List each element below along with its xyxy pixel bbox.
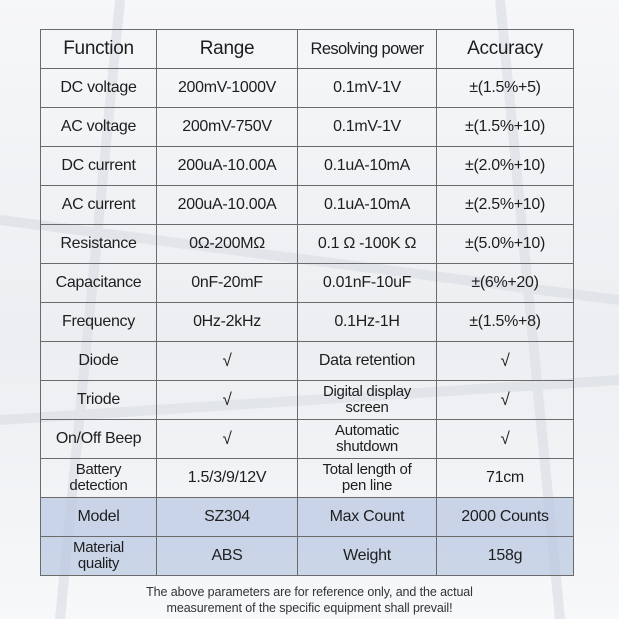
- summary-label: Weight: [298, 537, 437, 576]
- feature-row: [41, 342, 574, 381]
- feature-row: [41, 420, 574, 459]
- function-cell: Resistance: [41, 225, 157, 264]
- feature-label-line: Digital display: [322, 383, 412, 400]
- table-row: [41, 108, 574, 147]
- feature-value: 71cm: [437, 459, 574, 498]
- feature-label-line: Battery: [75, 461, 122, 478]
- accuracy-cell: ±(1.5%+10): [437, 108, 574, 147]
- range-cell: 200uA-10.00A: [157, 147, 298, 186]
- accuracy-cell: ±(1.5%+8): [437, 303, 574, 342]
- resolution-cell: 0.01nF-10uF: [298, 264, 437, 303]
- accuracy-cell: ±(2.5%+10): [437, 186, 574, 225]
- summary-label-line: quality: [77, 555, 120, 572]
- summary-row: [41, 498, 574, 537]
- check-mark: √: [157, 420, 298, 459]
- resolution-cell: 0.1uA-10mA: [298, 147, 437, 186]
- summary-row: [41, 537, 574, 576]
- range-cell: 200mV-1000V: [157, 69, 298, 108]
- feature-label-line: Automatic: [335, 422, 399, 439]
- table-row: [41, 264, 574, 303]
- spec-table: [40, 29, 574, 576]
- resolution-cell: 0.1mV-1V: [298, 108, 437, 147]
- feature-label: On/Off Beep: [41, 420, 157, 459]
- resolution-cell: 0.1mV-1V: [298, 69, 437, 108]
- check-mark: √: [157, 342, 298, 381]
- header-accuracy: Accuracy: [437, 30, 574, 69]
- resolution-cell: 0.1 Ω -100K Ω: [298, 225, 437, 264]
- check-mark: √: [437, 381, 574, 420]
- function-cell: Frequency: [41, 303, 157, 342]
- summary-value: 2000 Counts: [437, 498, 574, 537]
- accuracy-cell: ±(2.0%+10): [437, 147, 574, 186]
- range-cell: 0Hz-2kHz: [157, 303, 298, 342]
- range-cell: 200uA-10.00A: [157, 186, 298, 225]
- table-row: [41, 186, 574, 225]
- feature-label: [298, 381, 437, 420]
- function-cell: Capacitance: [41, 264, 157, 303]
- accuracy-cell: ±(5.0%+10): [437, 225, 574, 264]
- feature-label-line: pen line: [341, 477, 393, 494]
- function-cell: AC voltage: [41, 108, 157, 147]
- summary-label: Model: [41, 498, 157, 537]
- range-cell: 0Ω-200MΩ: [157, 225, 298, 264]
- disclaimer-line: measurement of the specific equipment shall prevail!: [166, 601, 453, 615]
- summary-value: ABS: [157, 537, 298, 576]
- function-cell: AC current: [41, 186, 157, 225]
- feature-label-line: Total length of: [322, 461, 412, 478]
- accuracy-cell: ±(6%+20): [437, 264, 574, 303]
- feature-label: Diode: [41, 342, 157, 381]
- check-mark: √: [437, 342, 574, 381]
- table-row: [41, 303, 574, 342]
- table-row: [41, 147, 574, 186]
- feature-value: 1.5/3/9/12V: [157, 459, 298, 498]
- accuracy-cell: ±(1.5%+5): [437, 69, 574, 108]
- summary-label: Max Count: [298, 498, 437, 537]
- function-cell: DC voltage: [41, 69, 157, 108]
- feature-row: [41, 459, 574, 498]
- table-header-row: [41, 30, 574, 69]
- resolution-cell: 0.1uA-10mA: [298, 186, 437, 225]
- summary-value: SZ304: [157, 498, 298, 537]
- check-mark: √: [437, 420, 574, 459]
- summary-label-line: Material: [73, 539, 124, 556]
- header-function: Function: [41, 30, 157, 69]
- feature-label-line: shutdown: [336, 438, 398, 455]
- feature-label-line: detection: [69, 477, 128, 494]
- feature-label: [298, 459, 437, 498]
- feature-row: [41, 381, 574, 420]
- disclaimer-note: [0, 584, 619, 616]
- feature-label: [298, 420, 437, 459]
- table-row: [41, 225, 574, 264]
- range-cell: 0nF-20mF: [157, 264, 298, 303]
- feature-label: Data retention: [298, 342, 437, 381]
- range-cell: 200mV-750V: [157, 108, 298, 147]
- summary-value: 158g: [437, 537, 574, 576]
- resolution-cell: 0.1Hz-1H: [298, 303, 437, 342]
- disclaimer-line: The above parameters are for reference only, and the actual: [146, 585, 473, 599]
- feature-label: Triode: [41, 381, 157, 420]
- feature-label: [41, 459, 157, 498]
- function-cell: DC current: [41, 147, 157, 186]
- summary-label: [41, 537, 157, 576]
- feature-label-line: screen: [345, 399, 389, 416]
- header-resolving-power: Resolving power: [298, 30, 437, 69]
- header-range: Range: [157, 30, 298, 69]
- table-row: [41, 69, 574, 108]
- check-mark: √: [157, 381, 298, 420]
